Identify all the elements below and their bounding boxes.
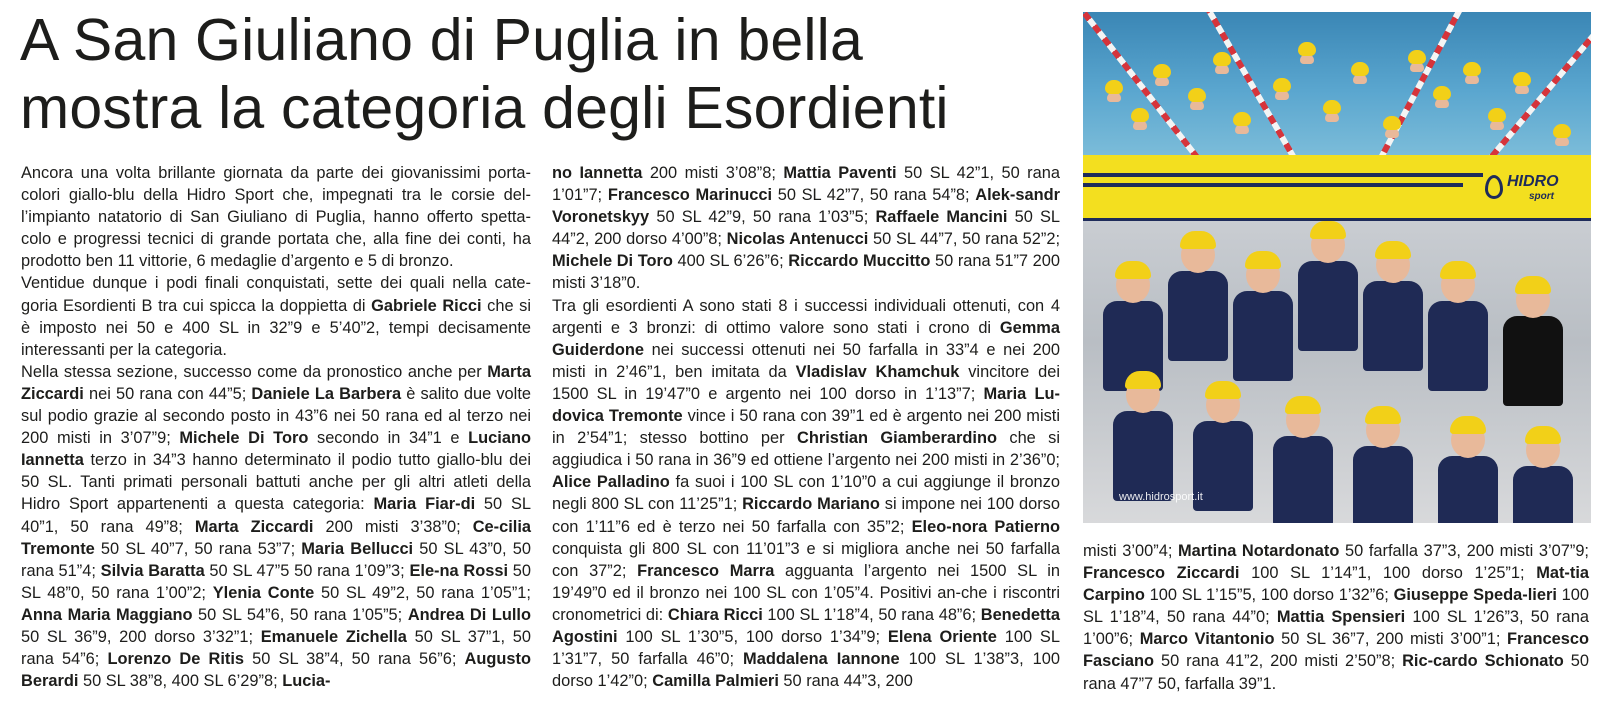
article-text: 50 farfalla 37”3, 200 misti 3’07”9; xyxy=(1339,542,1589,560)
team-photo xyxy=(1083,12,1591,523)
article-text: 50 SL 54”6, 50 rana 1’05”5; xyxy=(192,605,408,624)
article-text: che si aggiudica i 50 rana in 36”9 ed ottiene l’argento nei 200 misti in 2’36”0; xyxy=(552,429,1061,470)
athlete-name: Alek-sandr Voronetskyy xyxy=(552,186,1060,227)
athlete-name: Giuseppe Speda-lieri xyxy=(1393,586,1557,605)
article-text: 100 SL 1’14”1, 100 dorso 1’25”1; xyxy=(1239,564,1537,583)
athlete-name: Daniele La Barbera xyxy=(251,384,402,403)
article-text: fa suoi i 100 SL con 1’10”0 a cui aggiunge il bronzo negli 800 SL con 11’25”1; xyxy=(552,473,1060,514)
article-text: misti 3’00”4; xyxy=(1083,542,1179,560)
athlete-name: Francesco Marra xyxy=(637,561,775,580)
athlete-name: Francesco Ziccardi xyxy=(1083,564,1240,583)
athlete-name: Riccardo Muccitto xyxy=(788,252,931,271)
athlete-name: Chiara Ricci xyxy=(667,605,763,624)
article-text: 100 SL 1’38”3, 100 dorso 1’42”0; xyxy=(552,650,1061,691)
sponsor-banner xyxy=(1083,155,1591,221)
athlete-name: Michele Di Toro xyxy=(179,429,309,448)
article-text: 50 SL 49”2, 50 rana 1’05”1; xyxy=(314,583,531,602)
athlete-name: Raffaele Mancini xyxy=(875,208,1008,227)
athlete-name: Maria Bellucci xyxy=(301,539,414,558)
article-text: nei 50 rana con 44”5; xyxy=(83,384,252,403)
group-photo-section xyxy=(1083,221,1591,523)
article-headline xyxy=(20,6,1040,142)
article-text: vince i 50 rana con 39”1 ed è argento nei 200 misti in 2’54”1; stesso bottino per xyxy=(552,407,1060,448)
article-text: 200 misti 3’38”0; xyxy=(313,517,473,536)
article-text: secondo in 34”1 e xyxy=(308,429,469,448)
article-text: 50 SL 38”8, 400 SL 6’29”8; xyxy=(78,672,283,691)
athlete-name: Gabriele Ricci xyxy=(371,296,482,315)
article-text: 50 SL 40”7, 50 rana 53”7; xyxy=(94,539,302,558)
athlete-name: Ce-cilia Tremonte xyxy=(21,517,531,558)
athlete-name: Maria Lu-dovica Tremonte xyxy=(552,384,1060,426)
athlete-name: no Iannetta xyxy=(552,164,643,182)
athlete-name: Augusto Berardi xyxy=(21,650,531,691)
article-text: 50 SL 44”2, 200 dorso 4’00”8; xyxy=(552,208,1061,249)
article-text: si impone nei 100 dorso con 1’11”6 ed è terzo nei 50 farfalla con 35”2; xyxy=(552,495,1060,536)
article-text: 50 SL 42”1, 50 rana 1’01”7; xyxy=(552,164,1060,205)
article-text: 50 SL 36”9, 200 dorso 3’32”1; xyxy=(21,627,261,646)
article-text: nei successi ottenuti nei 50 farfalla in 33”4 e nei 200 misti in 2’46”1, ben imitata da xyxy=(552,340,1060,381)
article-text: 50 SL 38”4, 50 rana 56”6; xyxy=(244,650,465,669)
athlete-name: Vladislav Khamchuk xyxy=(795,362,960,381)
photo-watermark: www.hidrosport.it xyxy=(1119,491,1203,503)
athlete-name: Elena Oriente xyxy=(887,627,997,646)
article-text: 50 SL 42”9, 50 rana 1’03”5; xyxy=(649,208,876,227)
athlete-name: Eleo-nora Patierno xyxy=(911,517,1060,536)
athlete-name: Nicolas Antenucci xyxy=(726,230,869,249)
athlete-name: Marta Ziccardi xyxy=(21,362,531,403)
article-text: 50 SL 44”7, 50 rana 52”2; xyxy=(868,230,1060,249)
article-text: 50 rana 41”2, 200 misti 2’50”8; xyxy=(1154,652,1403,671)
athlete-name: Lorenzo De Ritis xyxy=(107,650,245,669)
article-text: Ancora una volta brillante giornata da parte dei giovanissimi porta-colori giallo-blu della Hidro Sport che, impegnati tra le corsie del-l’impianto natatorio di San Giuliano di Puglia, hanno offerto spetta-colo e progressi tecnici di grande portata che, alla fine dei conti, ha prodotto ben 11 vittorie, 6 medaglie d’argento e 5 di bronzo. xyxy=(21,164,531,271)
athlete-name: Alice Palladino xyxy=(552,473,670,492)
article-text: 50 rana 44”3, 200 xyxy=(778,672,913,691)
water-drop-icon xyxy=(1485,175,1503,199)
athlete-name: Martina Notardonato xyxy=(1178,542,1340,560)
article-text: 400 SL 6’26”6; xyxy=(672,252,789,271)
athlete-name: Camilla Palmieri xyxy=(652,672,779,691)
article-text: 50 SL 40”1, 50 rana 49”8; xyxy=(21,495,531,536)
article-column-2 xyxy=(552,162,1060,692)
article-text: agguanta l’argento nei 1500 SL in 19’49”0 ed il bronzo nei 100 SL con 1’05”4. Positivi an-che i riscontri cronometrici di: xyxy=(552,561,1060,624)
athlete-name: Ele-na Rossi xyxy=(409,561,509,580)
athlete-name: Marco Vitantonio xyxy=(1139,630,1275,649)
article-text: 50 SL 48”0, 50 rana 1’00”2; xyxy=(21,561,531,602)
athlete-name: Luciano Iannetta xyxy=(21,429,531,470)
athlete-name: Mattia Spensieri xyxy=(1276,608,1406,627)
article-text: 50 SL 37”1, 50 rana 54”6; xyxy=(21,627,531,669)
article-text: conquista gli 800 SL con 11’01”3 e si migliora anche nei 50 farfalla con 37”2; xyxy=(552,539,1060,580)
article-text: 100 SL 1’30”5, 100 dorso 1’34”9; xyxy=(617,627,888,646)
hidro-sport-logo: HIDRO sport xyxy=(1485,171,1577,207)
article-column-3 xyxy=(1083,540,1589,695)
athlete-name: Anna Maria Maggiano xyxy=(21,605,193,624)
athlete-name: Gemma Guiderdone xyxy=(552,318,1060,359)
athlete-name: Ric-cardo Schionato xyxy=(1402,652,1564,671)
pool-photo-section xyxy=(1083,12,1591,155)
article-column-1 xyxy=(21,162,531,692)
athlete-name: Michele Di Toro xyxy=(552,252,673,271)
athlete-name: Andrea Di Lullo xyxy=(407,605,532,624)
article-text: Nella stessa sezione, successo come da pronostico anche per xyxy=(21,362,488,381)
article-text: 100 SL 1’18”4, 50 rana 48”6; xyxy=(762,605,981,624)
athlete-name: Lucia- xyxy=(282,672,331,691)
athlete-name: Benedetta Agostini xyxy=(552,605,1060,646)
article-text: 200 misti 3’08”8; xyxy=(642,164,784,182)
article-text: 50 SL 42”7, 50 rana 54”8; xyxy=(772,186,976,205)
athlete-name: Francesco Fasciano xyxy=(1083,630,1590,671)
article-text: 50 SL 47”5 50 rana 1’09”3; xyxy=(204,561,410,580)
article-text: 100 SL 1’15”5, 100 dorso 1’32”6; xyxy=(1144,586,1394,605)
article-text: che si è imposto nei 50 e 400 SL in 32”9 e 5’40”2, tempi decisamente interessanti per la categoria. xyxy=(21,296,531,359)
article-text: 50 SL 36”7, 200 misti 3’00”1; xyxy=(1274,630,1508,649)
article-text: 50 rana 47”7 50, farfalla 39”1. xyxy=(1083,652,1589,693)
article-text: Ventidue dunque i podi finali conquistati, sette dei quali nella cate-goria Esordienti B tra cui spicca la doppietta di xyxy=(21,274,531,315)
athlete-name: Maria Fiar-di xyxy=(373,495,476,514)
athlete-name: Silvia Baratta xyxy=(100,561,205,580)
article-text: 100 SL 1’31”7, 50 farfalla 46”0; xyxy=(552,627,1060,669)
athlete-name: Christian Giamberardino xyxy=(797,429,997,448)
article-text: 50 rana 51”7 200 misti 3’18”0. xyxy=(552,252,1060,293)
article-text: 100 SL 1’18”4, 50 rana 44”0; xyxy=(1083,586,1589,627)
athlete-name: Ylenia Conte xyxy=(212,583,315,602)
article-text: 50 SL 43”0, 50 rana 51”4; xyxy=(21,539,531,580)
athlete-name: Mattia Paventi xyxy=(783,164,897,182)
article-text: è salito due volte sul podio grazie al secondo posto in 43”6 nei 50 rana ed al terzo nei 200 misti in 3’07”9; xyxy=(21,384,531,448)
article-text: vincitore dei 1500 SL in 19’47”0 e argento nei 100 dorso in 1’13”7; xyxy=(552,362,1060,403)
athlete-name: Francesco Marinucci xyxy=(607,186,773,205)
athlete-name: Marta Ziccardi xyxy=(194,517,314,536)
athlete-name: Emanuele Zichella xyxy=(260,627,407,646)
athlete-name: Maddalena Iannone xyxy=(743,650,900,669)
athlete-name: Riccardo Mariano xyxy=(742,495,880,514)
article-text: terzo in 34”3 hanno determinato il podio tutto giallo-blu dei 50 SL. Tanti primati personali battuti anche per gli altri atleti della Hidro Sport appartenenti a questa categoria: xyxy=(21,451,531,514)
headline-line-2: mostra la categoria degli Esordienti xyxy=(20,75,949,141)
headline-line-1: A San Giuliano di Puglia in bella xyxy=(20,7,863,73)
article-text: 100 SL 1’26”3, 50 rana 1’00”6; xyxy=(1083,608,1589,649)
athlete-name: Mat-tia Carpino xyxy=(1083,564,1590,605)
article-text: Tra gli esordienti A sono stati 8 i successi individuali ottenuti, con 4 argenti e 3 bronzi: di ottimo valore sono stati i crono di xyxy=(552,296,1060,337)
